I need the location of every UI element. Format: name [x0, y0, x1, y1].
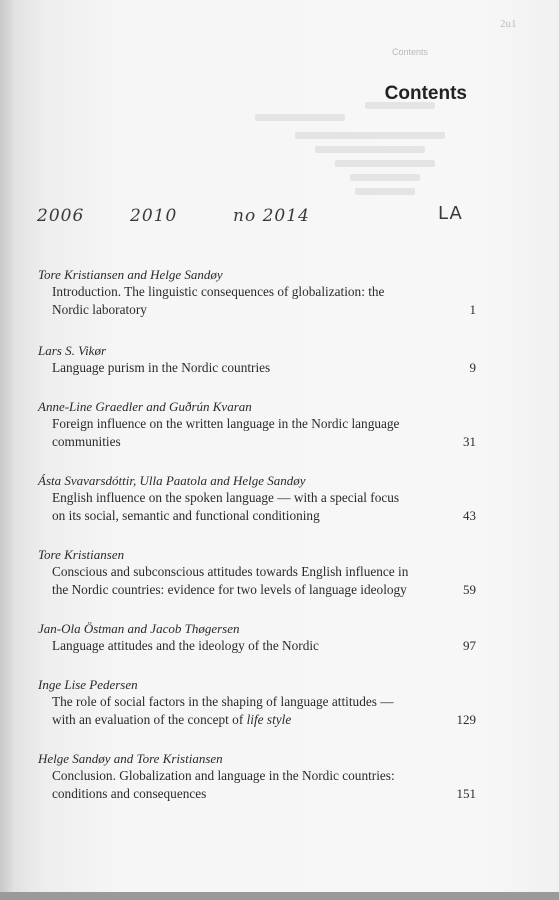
entry-title: English influence on the spoken language — with a special focus on its social, semantic and functional conditioning: [52, 490, 400, 523]
handwritten-note-3: no 2014: [233, 206, 310, 226]
entry-authors: Tore Kristiansen: [38, 547, 125, 562]
entry-title: Foreign influence on the written language in the Nordic language communities: [52, 416, 400, 449]
entry-title: Language attitudes and the ideology of the Nordic: [52, 638, 319, 653]
entry-authors: Lars S. Vikør: [38, 343, 107, 358]
bottom-edge: [0, 892, 559, 900]
entry-page-number: 43: [463, 508, 476, 523]
entry-page-number: 129: [456, 712, 476, 727]
handwritten-note-4: LA: [438, 203, 463, 224]
toc-entry: [38, 266, 476, 319]
toc-entry: [38, 676, 476, 729]
entry-authors: Tore Kristiansen and Helge Sandøy: [38, 267, 223, 282]
handwritten-note-1: 2006: [37, 206, 85, 226]
entry-title: Language purism in the Nordic countries: [52, 360, 271, 375]
entry-page-number: 31: [463, 434, 476, 449]
entry-authors: Jan-Ola Östman and Jacob Thøgersen: [38, 621, 240, 636]
entry-title: [52, 693, 412, 729]
table-of-contents: [38, 266, 476, 803]
entry-authors: Ásta Svavarsdóttir, Ulla Paatola and Helge Sandøy: [38, 473, 306, 488]
running-head-bleed: Contents: [392, 47, 429, 57]
entry-authors: Inge Lise Pedersen: [38, 677, 138, 692]
entry-title-text: The role of social factors in the shaping of language attitudes — with an evaluation of the concept of: [52, 694, 394, 727]
toc-entry: [38, 398, 476, 451]
toc-entry: [38, 472, 476, 525]
toc-entry: [38, 342, 476, 377]
entry-title: Conscious and subconscious attitudes towards English influence in the Nordic countries: evidence for two levels of language ideology: [52, 564, 409, 597]
entry-title: Conclusion. Globalization and language in the Nordic countries: conditions and consequences: [52, 768, 395, 801]
page-title: Contents: [384, 83, 467, 104]
entry-page-number: 151: [456, 786, 476, 801]
entry-page-number: 59: [463, 582, 476, 597]
toc-entry: [38, 546, 476, 599]
entry-title-italic: life style: [246, 712, 292, 727]
entry-page-number: 1: [469, 302, 476, 317]
entry-title: Introduction. The linguistic consequences of globalization: the Nordic laboratory: [52, 284, 385, 317]
page-edge-shadow: [0, 0, 14, 900]
entry-page-number: 97: [463, 638, 476, 653]
corner-pencil-mark: 2u1: [500, 18, 517, 30]
bleed-through-text: [255, 88, 475, 208]
entry-authors: Helge Sandøy and Tore Kristiansen: [38, 751, 223, 766]
toc-entry: [38, 620, 476, 655]
toc-entry: [38, 750, 476, 803]
entry-authors: Anne-Line Graedler and Guðrún Kvaran: [38, 399, 252, 414]
handwritten-note-2: 2010: [130, 206, 178, 226]
entry-page-number: 9: [469, 360, 476, 375]
